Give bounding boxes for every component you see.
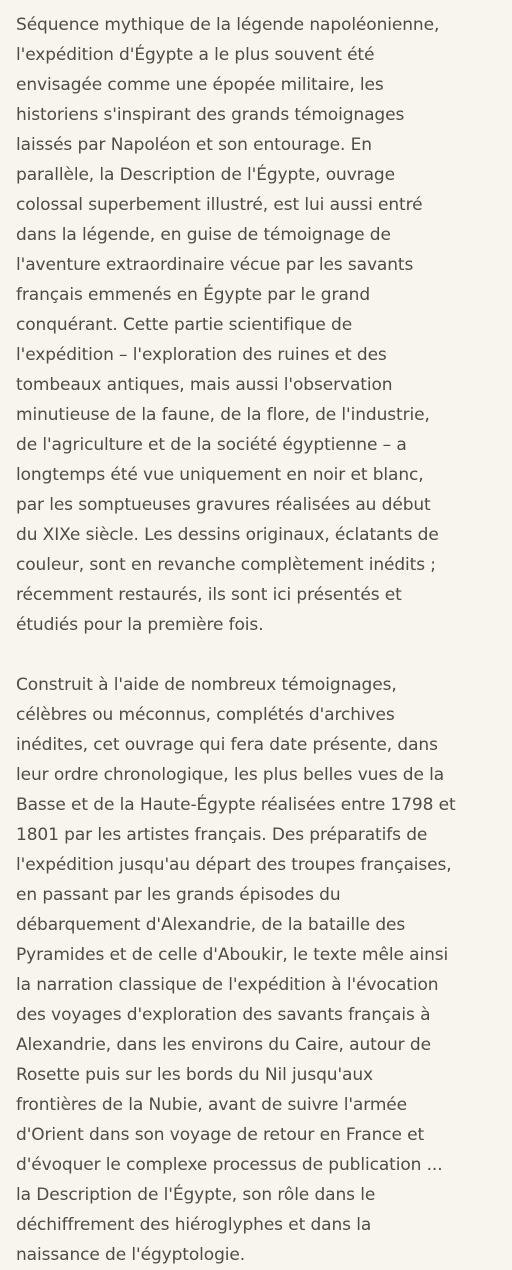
text-line: conquérant. Cette partie scientifique de	[16, 315, 353, 335]
text-line: Séquence mythique de la légende napoléonienne,	[16, 15, 440, 35]
text-line: Alexandrie, dans les environs du Caire, autour de	[16, 1035, 431, 1055]
text-line: célèbres ou méconnus, complétés d'archives	[16, 705, 395, 725]
text-line: Rosette puis sur les bords du Nil jusqu'aux	[16, 1065, 373, 1085]
text-line: des voyages d'exploration des savants français à	[16, 1005, 431, 1025]
text-line: leur ordre chronologique, les plus belles vues de la	[16, 765, 445, 785]
text-line: frontières de la Nubie, avant de suivre l'armée	[16, 1095, 407, 1115]
text-line: colossal superbement illustré, est lui aussi entré	[16, 195, 423, 215]
text-line: Pyramides et de celle d'Aboukir, le texte mêle ainsi	[16, 945, 449, 965]
paragraph-1	[16, 10, 498, 640]
text-line: laissés par Napoléon et son entourage. En	[16, 135, 372, 155]
text-line: Basse et de la Haute-Égypte réalisées entre 1798 et	[16, 795, 456, 815]
text-line: parallèle, la Description de l'Égypte, ouvrage	[16, 165, 395, 185]
text-line: la Description de l'Égypte, son rôle dans le	[16, 1185, 376, 1205]
text-line: inédites, cet ouvrage qui fera date présente, dans	[16, 735, 438, 755]
text-line: l'expédition jusqu'au départ des troupes françaises,	[16, 855, 452, 875]
text-line: déchiffrement des hiéroglyphes et dans la	[16, 1215, 372, 1235]
text-line: minutieuse de la faune, de la flore, de l'industrie,	[16, 405, 430, 425]
text-line: débarquement d'Alexandrie, de la bataille des	[16, 915, 406, 935]
text-line: d'Orient dans son voyage de retour en France et	[16, 1125, 425, 1145]
text-line: étudiés pour la première fois.	[16, 615, 264, 635]
text-line: par les somptueuses gravures réalisées au début	[16, 495, 431, 515]
text-line: tombeaux antiques, mais aussi l'observation	[16, 375, 393, 395]
text-line: l'expédition d'Égypte a le plus souvent été	[16, 45, 375, 65]
text-line: français emmenés en Égypte par le grand	[16, 285, 371, 305]
text-line: de l'agriculture et de la société égyptienne – a	[16, 435, 407, 455]
text-line: d'évoquer le complexe processus de publication ...	[16, 1155, 443, 1175]
text-block	[16, 10, 498, 1270]
text-line: en passant par les grands épisodes du	[16, 885, 341, 905]
text-line: Construit à l'aide de nombreux témoignages,	[16, 675, 397, 695]
text-line: la narration classique de l'expédition à l'évocation	[16, 975, 439, 995]
text-line: longtemps été vue uniquement en noir et blanc,	[16, 465, 424, 485]
text-line: l'aventure extraordinaire vécue par les savants	[16, 255, 414, 275]
text-line: du XIXe siècle. Les dessins originaux, éclatants de	[16, 525, 439, 545]
text-line: naissance de l'égyptologie.	[16, 1245, 246, 1265]
paragraph-2	[16, 670, 498, 1270]
text-line: couleur, sont en revanche complètement inédits ;	[16, 555, 436, 575]
text-line: l'expédition – l'exploration des ruines et des	[16, 345, 387, 365]
text-line: envisagée comme une épopée militaire, les	[16, 75, 384, 95]
paragraph-gap	[16, 640, 498, 670]
text-line: 1801 par les artistes français. Des préparatifs de	[16, 825, 428, 845]
text-line: historiens s'inspirant des grands témoignages	[16, 105, 405, 125]
text-line: dans la légende, en guise de témoignage de	[16, 225, 391, 245]
text-line: récemment restaurés, ils sont ici présentés et	[16, 585, 402, 605]
